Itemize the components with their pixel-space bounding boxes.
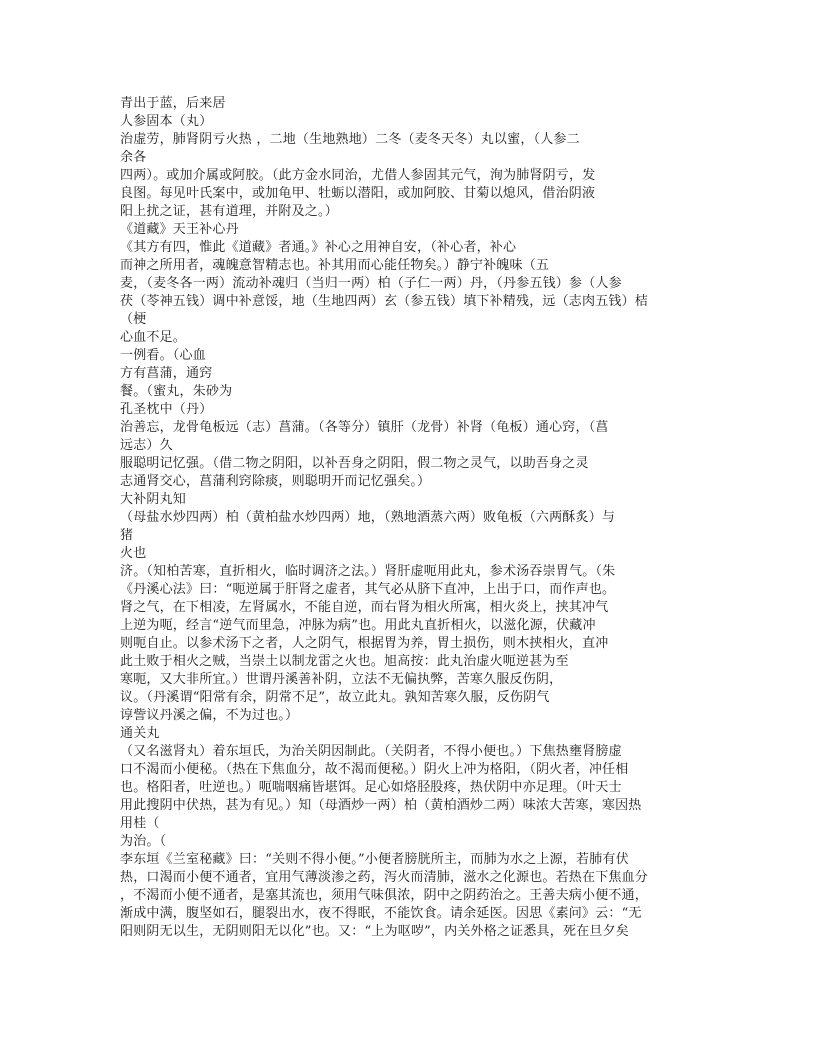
text-line: 阳上扰之证，甚有道理，并附及之。） <box>120 204 338 219</box>
text-line: 四两）。或加介属或阿胶。（此方金水同治，尤借人参固其元气，洵为肺肾阴亏，发 <box>120 168 596 183</box>
text-line: 茯（苓神五钱）调中补意馁，地（生地四两）玄（参五钱）填下补精残，远（志肉五钱）桔 <box>120 294 649 309</box>
text-line: （又名滋肾丸）着东垣氏，为治关阴因制此。（关阴者，不得小便也。）下焦热壅肾膀虚 <box>120 744 622 759</box>
text-line: 热，口渴而小便不通者，宜用气薄淡渗之药，泻火而清肺，滋水之化源也。若热在下焦血分 <box>120 870 649 885</box>
text-line: 方有菖蒲，通窍 <box>120 366 213 381</box>
text-line: 口不渴而小便秘。（热在下焦血分，故不渴而便秘。）阴火上冲为格阳，（阴火者，冲任相 <box>120 762 629 777</box>
text-line: 李东垣《兰室秘藏》曰：“关则不得小便。”小便者膀胱所主，而肺为水之上源，若肺有伏 <box>120 852 629 867</box>
text-line: 孔圣枕中（丹） <box>120 402 213 417</box>
text-line: 治善忘，龙骨龟板远（志）菖蒲。（各等分）镇肝（龙骨）补肾（龟板）通心窍，（菖 <box>120 420 609 435</box>
text-line: 远志）久 <box>120 438 173 453</box>
text-line: 一例看。（心血 <box>120 348 206 363</box>
text-line: 治虚劳，肺肾阴亏火热 ，二地（生地熟地）二冬（麦冬天冬）丸以蜜，（人参二 <box>120 132 580 147</box>
text-line: 用桂（ <box>120 816 160 831</box>
text-line: 《道藏》天王补心丹 <box>120 222 239 237</box>
text-line: 肾之气，在下相凌，左肾属水，不能自逆，而右肾为相火所寓，相火炎上，挟其冲气 <box>120 600 609 615</box>
text-line: 志通肾交心，菖蒲利窍除痰，则聪明开而记忆强矣。） <box>120 474 431 489</box>
text-line: 谆訾议丹溪之偏，不为过也。） <box>120 708 299 723</box>
text-line: 用此搜阴中伏热，甚为有见。）知（母酒炒一两）柏（黄柏酒炒二两）味浓大苦寒，寒因热 <box>120 798 642 813</box>
text-line: ，不渴而小便不通者，是塞其流也，须用气味俱浓，阴中之阴药治之。王善夫病小便不通， <box>120 888 649 903</box>
text-line: 济。（知柏苦寒，直折相火，临时调济之法。）肾肝虚呃用此丸，参术汤吞崇胃气。（朱 <box>120 564 616 579</box>
text-line: 良图。每见叶氏案中，或加龟甲、牡蛎以潜阳，或加阿胶、甘菊以熄风，借治阴液 <box>120 186 596 201</box>
text-line: 火也 <box>120 546 147 561</box>
text-line: 则呃自止。以参术汤下之者，人之阴气，根据胃为养，胃土损伤，则木挟相火，直冲 <box>120 636 609 651</box>
text-line: 此土败于相火之贼，当崇土以制龙雷之火也。旭高按：此丸治虚火呃逆甚为至 <box>120 654 569 669</box>
text-line: 渐成中满，腹坚如石，腿裂出水，夜不得眠，不能饮食。请余延医。因思《素问》云：“无 <box>120 906 642 921</box>
text-line: 青出于蓝，后来居 <box>120 96 226 111</box>
text-line: 寒呃，又大非所宜。）世谓丹溪善补阴，立法不无偏执弊，苦寒久服反伤阴， <box>120 672 563 687</box>
text-line: 议。（丹溪谓“阳常有余，阴常不足”，故立此丸。孰知苦寒久服，反伤阴气 <box>120 690 550 705</box>
text-line: 余各 <box>120 150 147 165</box>
text-line: 服聪明记忆强。（借二物之阴阳，以补吾身之阴阳，假二物之灵气，以助吾身之灵 <box>120 456 589 471</box>
text-line: 餐。（蜜丸，朱砂为 <box>120 384 233 399</box>
text-line: 为治。（ <box>120 834 167 849</box>
text-line: 阳则阴无以生，无阴则阳无以化”也。又：“上为呕哕”，内关外格之证悉具，死在旦夕矣 <box>120 924 629 939</box>
text-line: （梗 <box>120 312 147 327</box>
text-line: 大补阴丸知 <box>120 492 187 507</box>
text-line: 《其方有四，惟此《道藏》者通。》补心之用神自安，（补心者，补心 <box>120 240 517 255</box>
text-line: 心血不足。 <box>120 330 187 345</box>
text-line: 通关丸 <box>120 726 160 741</box>
text-line: 上逆为呃，经言“逆气而里急，冲脉为病”也。用此丸直折相火，以滋化源，伏藏冲 <box>120 618 596 633</box>
text-line: （母盐水炒四两）柏（黄柏盐水炒四两）地，（熟地酒蒸六两）败龟板（六两酥炙）与 <box>120 510 616 525</box>
text-line: 《丹溪心法》曰：“呃逆属于肝肾之虚者，其气必从脐下直冲，上出于口，而作声也。 <box>120 582 616 597</box>
text-line: 麦，（麦冬各一两）流动补魂归（当归一两）柏（子仁一两）丹，（丹参五钱）参（人参 <box>120 276 622 291</box>
text-line: 人参固本（丸） <box>120 114 213 129</box>
text-line: 也。格阳者，吐逆也。）呃喘咽痛皆堪饵。足心如烙胫股疼，热伏阴中亦足理。（叶天士 <box>120 780 622 795</box>
text-line: 而神之所用者，魂魄意智精志也。补其用而心能任物矣。）静宁补魄味（五 <box>120 258 550 273</box>
text-line: 猪 <box>120 528 134 543</box>
